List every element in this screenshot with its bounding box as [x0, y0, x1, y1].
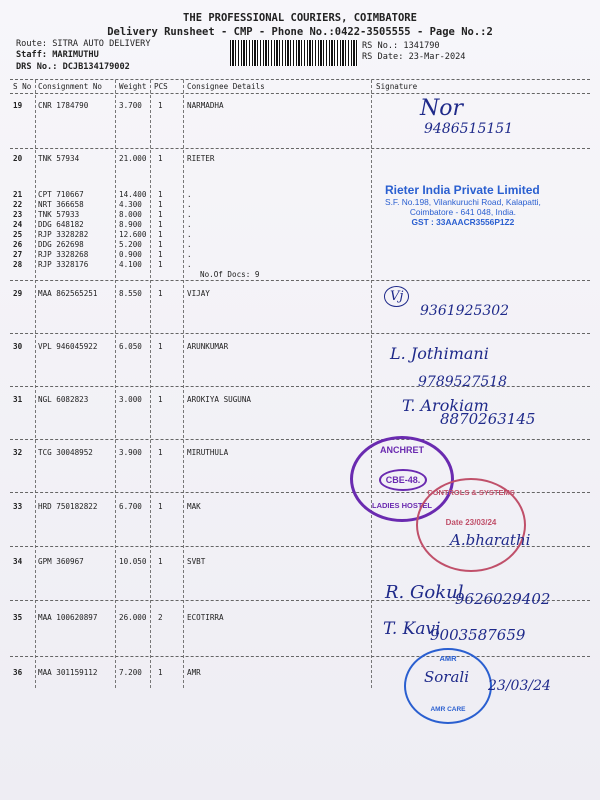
hostel-stamp-top: ANCHRET	[380, 445, 424, 455]
row-weight: 12.600	[119, 230, 147, 239]
col-divider	[183, 80, 184, 688]
header-top-rule	[10, 79, 590, 80]
controls-stamp-ring: CONTROLS & SYSTEMS	[427, 488, 515, 497]
row-consignee: .	[187, 240, 192, 249]
row-consignment: MAA 100620897	[38, 613, 98, 622]
row-pcs: 1	[158, 557, 163, 566]
row-pcs: 1	[158, 260, 163, 269]
hostel-stamp-bottom: LADIES HOSTEL	[371, 501, 432, 510]
row-sno: 32	[13, 448, 23, 457]
signature-36: Sorali	[424, 668, 470, 686]
signature-33: A.bharathi	[450, 531, 531, 549]
col-header-signature: Signature	[376, 82, 418, 91]
row-sno: 31	[13, 395, 23, 404]
barcode	[230, 40, 358, 66]
row-weight: 26.000	[119, 613, 147, 622]
row-consignee: AROKIYA SUGUNA	[187, 395, 252, 404]
row-consignment: TNK 57934	[38, 154, 80, 163]
row-consignment: TNK 57933	[38, 210, 80, 219]
row-weight: 3.000	[119, 395, 142, 404]
drs-number: DRS No.: DCJB134179002	[16, 62, 130, 72]
row-rule	[10, 656, 590, 657]
row-pcs: 1	[158, 250, 163, 259]
col-header-sno: S No	[13, 82, 32, 91]
row-consignee: .	[187, 260, 192, 269]
phone-31: 8870263145	[440, 410, 536, 428]
row-pcs: 1	[158, 342, 163, 351]
row-weight: 8.900	[119, 220, 142, 229]
row-consignee: .	[187, 250, 192, 259]
row-pcs: 1	[158, 395, 163, 404]
rieter-company-stamp	[385, 183, 541, 227]
row-consignment: NGL 6082823	[38, 395, 89, 404]
row-pcs: 1	[158, 230, 163, 239]
col-divider	[150, 80, 151, 688]
row-sno: 20	[13, 154, 23, 163]
row-consignee: ECOTIRRA	[187, 613, 224, 622]
row-consignee: .	[187, 190, 192, 199]
row-pcs: 2	[158, 613, 163, 622]
row-pcs: 1	[158, 154, 163, 163]
row-weight: 8.000	[119, 210, 142, 219]
route-label: Route: SITRA AUTO DELIVERY	[16, 39, 151, 49]
col-header-consignee: Consignee Details	[187, 82, 265, 91]
col-divider	[35, 80, 36, 688]
mark-29: Vj	[384, 286, 409, 307]
row-weight: 7.200	[119, 668, 142, 677]
row-pcs: 1	[158, 200, 163, 209]
signature-35: T. Kavi	[383, 619, 441, 639]
date-36: 23/03/24	[488, 678, 551, 694]
row-sno: 34	[13, 557, 23, 566]
row-sno: 22	[13, 200, 23, 209]
runsheet-title: Delivery Runsheet - CMP - Phone No.:0422-3505555 - Page No.:2	[107, 26, 493, 38]
row-rule	[10, 333, 590, 334]
row-sno: 25	[13, 230, 23, 239]
rieter-name: Rieter India Private Limited	[385, 183, 540, 197]
row-sno: 35	[13, 613, 23, 622]
row-weight: 4.100	[119, 260, 142, 269]
row-rule	[10, 280, 590, 281]
rs-date: RS Date: 23-Mar-2024	[362, 52, 466, 62]
row-consignee: ARUNKUMAR	[187, 342, 229, 351]
phone-19: 9486515151	[424, 121, 514, 137]
phone-34: 9626029402	[455, 590, 551, 608]
col-header-pcs: PCS	[154, 82, 168, 91]
rieter-address-1: S.F. No.198, Vilankuruchi Road, Kalapatti,	[385, 197, 541, 207]
row-weight: 3.700	[119, 101, 142, 110]
row-rule	[10, 148, 590, 149]
row-consignment: HRD 750182822	[38, 502, 98, 511]
row-consignee: SVBT	[187, 557, 206, 566]
row-consignment: RJP 3328268	[38, 250, 89, 259]
amr-stamp-top: AMR	[439, 654, 457, 663]
row-consignee: .	[187, 220, 192, 229]
phone-35: 9003587659	[430, 626, 526, 644]
row-weight: 14.400	[119, 190, 147, 199]
phone-29: 9361925302	[420, 303, 510, 319]
row-sno: 19	[13, 101, 23, 110]
row-consignee: AMR	[187, 668, 201, 677]
row-pcs: 1	[158, 240, 163, 249]
phone-30: 9789527518	[418, 374, 508, 390]
row-weight: 5.200	[119, 240, 142, 249]
controls-stamp-date: Date 23/03/24	[445, 518, 497, 527]
signature-31: T. Arokiam	[402, 396, 489, 415]
row-weight: 21.000	[119, 154, 147, 163]
row-pcs: 1	[158, 101, 163, 110]
row-sno: 26	[13, 240, 23, 249]
hostel-stamp-center: CBE-48.	[379, 469, 427, 491]
company-title: THE PROFESSIONAL COURIERS, COIMBATORE	[183, 12, 417, 24]
row-weight: 0.900	[119, 250, 142, 259]
row-consignee: MAK	[187, 502, 201, 511]
row-consignee: RIETER	[187, 154, 215, 163]
row-weight: 8.550	[119, 289, 142, 298]
amr-stamp-ring: AMR CARE	[430, 706, 466, 713]
row-consignee: VIJAY	[187, 289, 210, 298]
controls-stamp	[416, 478, 526, 572]
row-consignment: DDG 262698	[38, 240, 84, 249]
row-weight: 4.300	[119, 200, 142, 209]
row-sno: 33	[13, 502, 23, 511]
row-pcs: 1	[158, 220, 163, 229]
col-header-consignment: Consignment No	[38, 82, 103, 91]
row-consignee: .	[187, 230, 192, 239]
row-consignee: .	[187, 200, 192, 209]
row-consignment: RJP 3328176	[38, 260, 89, 269]
row-weight: 6.700	[119, 502, 142, 511]
row-pcs: 1	[158, 190, 163, 199]
col-divider	[115, 80, 116, 688]
row-weight: 6.050	[119, 342, 142, 351]
row-sno: 27	[13, 250, 23, 259]
row-pcs: 1	[158, 289, 163, 298]
row-pcs: 1	[158, 210, 163, 219]
signature-34: R. Gokul	[385, 582, 464, 603]
row-pcs: 1	[158, 502, 163, 511]
rieter-address-2: Coimbatore - 641 048, India.	[409, 207, 516, 217]
row-consignment: MAA 301159112	[38, 668, 98, 677]
staff-label: Staff: MARIMUTHU	[16, 50, 99, 60]
amr-stamp	[404, 648, 492, 724]
row-consignment: DDG 648182	[38, 220, 84, 229]
rs-number: RS No.: 1341790	[362, 41, 440, 51]
row-sno: 23	[13, 210, 23, 219]
row-consignment: TCG 30048952	[38, 448, 93, 457]
no-of-docs: No.Of Docs: 9	[200, 270, 260, 279]
row-weight: 10.050	[119, 557, 147, 566]
rieter-gst: GST : 33AAACR3556P1Z2	[411, 217, 515, 227]
signature-30: L. Jothimani	[390, 344, 489, 363]
row-consignee: MIRUTHULA	[187, 448, 229, 457]
row-consignment: VPL 946045922	[38, 342, 98, 351]
row-consignee: .	[187, 210, 192, 219]
row-consignment: CPT 710667	[38, 190, 84, 199]
row-pcs: 1	[158, 448, 163, 457]
row-sno: 30	[13, 342, 23, 351]
header-bottom-rule	[10, 93, 590, 94]
row-sno: 36	[13, 668, 23, 677]
col-header-weight: Weight	[119, 82, 147, 91]
row-consignment: RJP 3328282	[38, 230, 89, 239]
row-pcs: 1	[158, 668, 163, 677]
row-consignment: NRT 366658	[38, 200, 84, 209]
row-sno: 21	[13, 190, 23, 199]
row-weight: 3.900	[119, 448, 142, 457]
row-rule	[10, 439, 590, 440]
row-sno: 29	[13, 289, 23, 298]
signature-19: Nor	[420, 96, 464, 121]
col-divider	[371, 80, 372, 688]
row-consignment: CNR 1784790	[38, 101, 89, 110]
row-sno: 28	[13, 260, 23, 269]
row-sno: 24	[13, 220, 23, 229]
row-consignment: MAA 862565251	[38, 289, 98, 298]
row-consignment: GPM 360967	[38, 557, 84, 566]
row-consignee: NARMADHA	[187, 101, 224, 110]
